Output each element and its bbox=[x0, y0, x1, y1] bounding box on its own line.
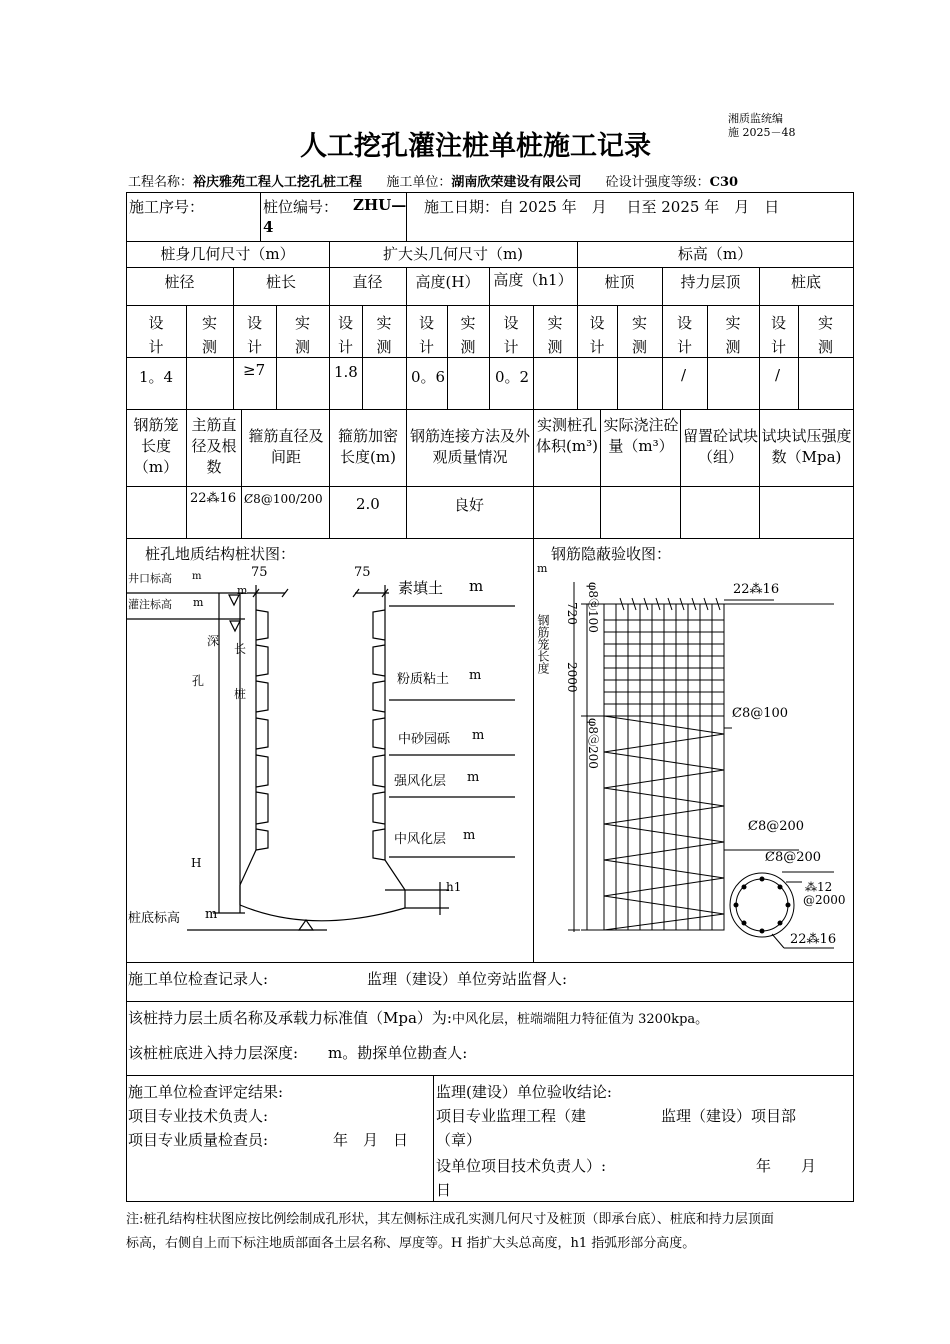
pile-len-label-b: 长 bbox=[234, 642, 247, 656]
hdr-bearing-top: 持力层顶 bbox=[680, 273, 741, 291]
unit-m: m bbox=[193, 596, 204, 609]
hdr-pile-bottom: 桩底 bbox=[790, 273, 821, 291]
soil-layer-3: 中砂园砾 bbox=[398, 732, 451, 747]
accept-line1: 项目专业监理工程（建 监理（建设）项目部 bbox=[436, 1107, 797, 1125]
group-elevation: 标高（m） bbox=[677, 245, 753, 263]
hdr-stirrup: 箍筋直径及间距 bbox=[248, 427, 324, 466]
hdr-stirrup-dense: 箍筋加密长度(m) bbox=[337, 427, 398, 466]
stirrup-value: Ȼ8@100/200 bbox=[244, 492, 323, 506]
h1-label: h1 bbox=[446, 880, 462, 894]
hdr-pile-len: 桩长 bbox=[265, 273, 296, 291]
design-label: 设 计 bbox=[770, 314, 786, 356]
unit-m: m bbox=[537, 562, 548, 575]
measured-label: 实 测 bbox=[201, 314, 217, 356]
height-H-design: 0。6 bbox=[411, 368, 446, 386]
hdr-height-h1: 高度（h1） bbox=[493, 271, 573, 289]
pile-value-a: ZHU— bbox=[353, 196, 407, 214]
project-label: 工程名称： bbox=[128, 175, 194, 190]
measured-label: 实 测 bbox=[725, 314, 741, 356]
hdr-bell-dia: 直径 bbox=[352, 273, 383, 291]
pile-len-label-a: 桩 bbox=[234, 687, 247, 701]
site-supervisor: 监理（建设）单位旁站监督人: bbox=[367, 970, 568, 988]
measured-label: 实 测 bbox=[547, 314, 563, 356]
bell-dia-design: 1.8 bbox=[334, 363, 358, 381]
measured-label: 实 测 bbox=[817, 314, 833, 356]
grade-label: 砼设计强度等级： bbox=[605, 175, 710, 190]
pour-top-label: 灌注标高 bbox=[128, 598, 172, 611]
unit-m: m bbox=[469, 577, 484, 595]
pile-len-design: ≥7 bbox=[243, 361, 266, 379]
hole-depth-label-a: 孔 bbox=[192, 674, 205, 688]
unit-label: 施工单位： bbox=[386, 175, 452, 190]
bearing-value: 中风化层，桩端端阻力特征值为 3200kpa。 bbox=[451, 1012, 709, 1027]
hole-depth-label-b: 深 bbox=[207, 634, 220, 648]
measured-label: 实 测 bbox=[460, 314, 476, 356]
form-code-line2: 施 2025－48 bbox=[728, 126, 796, 139]
bearing-top-design: / bbox=[681, 366, 687, 384]
ann-stirrup-200b: Ȼ8@200 bbox=[765, 850, 822, 865]
depth-line: 该桩桩底进入持力层深度: m。勘探单位勘查人: bbox=[128, 1044, 468, 1062]
construction-date: 施工日期：自 2025 年 月 日至 2025 年 月 日 bbox=[424, 198, 780, 216]
design-label: 设 计 bbox=[589, 314, 605, 356]
grade-value: C30 bbox=[709, 175, 739, 190]
hdr-connection: 钢筋连接方法及外观质量情况 bbox=[409, 427, 530, 466]
bottom-elev-label: 桩底标高 bbox=[128, 911, 181, 926]
seq-label: 施工序号： bbox=[129, 198, 205, 216]
quality-inspector: 项目专业质量检查员: bbox=[128, 1131, 269, 1149]
height-h1-design: 0。2 bbox=[495, 368, 530, 386]
accept-line4: 日 bbox=[436, 1181, 452, 1199]
dim-75-left: 75 bbox=[251, 565, 268, 580]
unit-m: m bbox=[463, 828, 476, 843]
unit-m: m bbox=[192, 571, 202, 582]
eval-date: 年 月 日 bbox=[333, 1131, 409, 1149]
unit-m: m bbox=[467, 770, 480, 785]
ann-stirrup-100: Ȼ8@100 bbox=[732, 706, 789, 721]
project-line bbox=[128, 171, 738, 190]
ann-main-bar: 22⁂16 bbox=[733, 582, 780, 597]
pile-geology-diagram bbox=[127, 560, 533, 962]
unit-m: m bbox=[469, 668, 482, 683]
soil-layer-5: 中风化层 bbox=[394, 832, 447, 847]
soil-layer-4: 强风化层 bbox=[394, 774, 447, 789]
design-label: 设 计 bbox=[676, 314, 692, 356]
ann-bar-12: ⁂12 bbox=[805, 880, 833, 894]
dim-2000: 2000 bbox=[565, 662, 579, 693]
measured-label: 实 测 bbox=[631, 314, 647, 356]
note-line2: 标高，右侧自上而下标注地质部面各土层名称、厚度等。H 指扩大头总高度，h1 指弧形部分高度。 bbox=[126, 1236, 696, 1251]
main-bar-value: 22⁂16 bbox=[190, 491, 237, 506]
design-label: 设 计 bbox=[337, 314, 353, 356]
dim-720: 720 bbox=[565, 602, 579, 625]
hdr-cage-length: 钢筋笼长度（m） bbox=[133, 416, 179, 476]
connection-value: 良好 bbox=[454, 496, 485, 514]
H-label: H bbox=[191, 856, 202, 870]
soil-layer-1: 素填土 bbox=[398, 579, 444, 597]
ann-main-bar-2: 22⁂16 bbox=[790, 932, 837, 947]
hdr-pile-dia: 桩径 bbox=[164, 273, 195, 291]
hdr-pour-volume: 实际浇注砼量（m³） bbox=[603, 416, 679, 455]
geology-drawing-title: 桩孔地质结构桩状图： bbox=[145, 545, 296, 563]
design-label: 设 计 bbox=[418, 314, 434, 356]
dense-length-value: 2.0 bbox=[356, 495, 380, 513]
hdr-hole-volume: 实测桩孔体积(m³) bbox=[536, 416, 598, 455]
eval-title: 施工单位检查评定结果: bbox=[128, 1083, 284, 1101]
phi-8-100-label: φ8＠100 bbox=[586, 582, 600, 633]
accept-title: 监理(建设）单位验收结论: bbox=[436, 1083, 612, 1101]
ann-spacing-2000: @2000 bbox=[803, 893, 846, 907]
hdr-samples: 留置砼试块（组） bbox=[683, 427, 759, 466]
hdr-main-bar: 主筋直径及根数 bbox=[191, 416, 237, 476]
well-top-label: 井口标高 bbox=[128, 572, 172, 585]
pile-dia-design: 1。4 bbox=[139, 368, 174, 386]
dim-75-right: 75 bbox=[354, 565, 371, 580]
measured-label: 实 测 bbox=[294, 314, 310, 356]
bearing-line: 该桩持力层土质名称及承载力标准值（Mpa）为:中风化层，桩端端阻力特征值为 3200kpa。 bbox=[128, 1009, 709, 1027]
accept-line2: （章） bbox=[436, 1131, 482, 1149]
pile-label: 桩位编号： bbox=[263, 198, 339, 216]
hdr-pile-top: 桩顶 bbox=[604, 273, 635, 291]
design-label: 设 计 bbox=[148, 314, 164, 356]
unit-m: m bbox=[237, 584, 248, 597]
rebar-drawing-title: 钢筋隐蔽验收图： bbox=[551, 545, 672, 563]
measured-label: 实 测 bbox=[376, 314, 392, 356]
design-label: 设 计 bbox=[246, 314, 262, 356]
tech-lead: 项目专业技术负责人: bbox=[128, 1107, 269, 1125]
cage-length-label: 钢筋笼长度 bbox=[536, 614, 550, 674]
form-code-line1: 湘质监统编 bbox=[728, 112, 783, 125]
project-value: 裕庆雅苑工程人工挖孔桩工程 bbox=[193, 175, 363, 190]
group-bell-dims: 扩大头几何尺寸（m) bbox=[382, 245, 524, 263]
phi-8-200-label: φ8＠200 bbox=[586, 718, 600, 769]
hdr-height-H: 高度(H） bbox=[415, 273, 480, 291]
pile-bottom-design: / bbox=[775, 366, 781, 384]
inspect-recorder: 施工单位检查记录人: bbox=[128, 970, 269, 988]
soil-layer-2: 粉质粘土 bbox=[397, 672, 450, 687]
design-label: 设 计 bbox=[503, 314, 519, 356]
unit-value: 湖南欣荣建设有限公司 bbox=[451, 175, 582, 190]
note-line1: 注:桩孔结构柱状图应按比例绘制成孔形状，其左侧标注成孔实测几何尺寸及桩顶（即承台底）、桩底和持力层顶面 bbox=[126, 1212, 774, 1227]
unit-m: m bbox=[205, 907, 218, 922]
ann-stirrup-200a: Ȼ8@200 bbox=[748, 819, 805, 834]
group-body-dims: 桩身几何尺寸（m） bbox=[160, 245, 295, 263]
hdr-strength: 试块试压强度数（Mpa) bbox=[761, 427, 852, 466]
pile-value-b: 4 bbox=[263, 218, 274, 236]
page-title: 人工挖孔灌注桩单桩施工记录 bbox=[300, 131, 651, 162]
accept-line3: 设单位项目技术负责人）: 年 月 bbox=[436, 1157, 817, 1175]
unit-m: m bbox=[472, 728, 485, 743]
